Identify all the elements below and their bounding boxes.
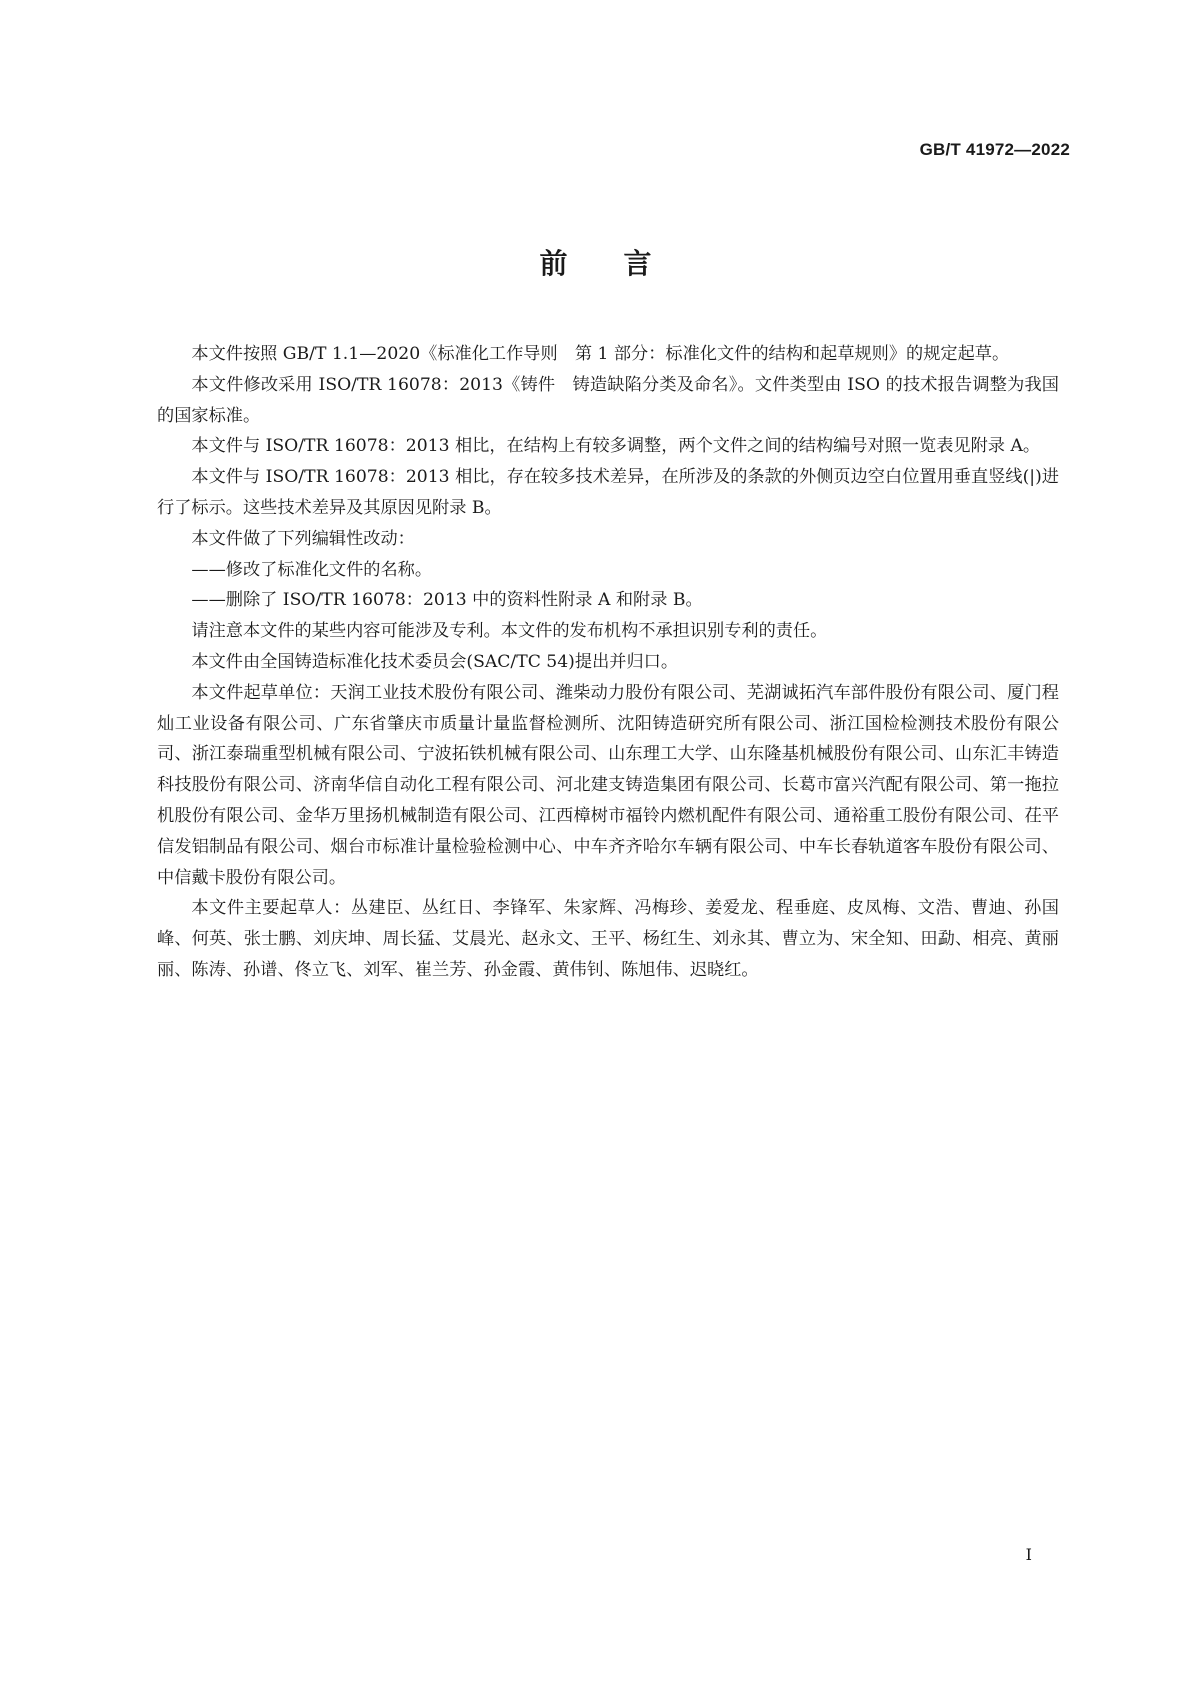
list-item-deleted-annexes: ——删除了 ISO/TR 16078：2013 中的资料性附录 A 和附录 B。 [191,590,703,611]
paragraph-drafting-rules: 本文件按照 GB/T 1.1—2020《标准化工作导则 第 1 部分：标准化文件的结构和起草规则》的规定起草。 [191,344,1010,364]
standard-code: GB/T 41972—2022 [919,140,1070,159]
paragraph-drafting-units: 本文件起草单位：天润工业技术股份有限公司、潍柴动力股份有限公司、芜湖诚拓汽车部件股份有限公司、厦门程灿工业设备有限公司、广东省肇庆市质量计量监督检测所、沈阳铸造研究所有限公司、浙江国检检测技术股份有限公司、浙江泰瑞重型机械有限公司、宁波拓铁机械有限公司、山东理工大学、山东隆基机械股份有限公司、山东汇丰铸造科技股份有限公司、济南华信自动化工程有限公司、河北建支铸造集团有限公司、长葛市富兴汽配有限公司、第一拖拉机股份有限公司、金华万里扬机械制造有限公司、江西樟树市福铃内燃机配件有限公司、通裕重工股份有限公司、茌平信发铝制品有限公司、烟台市标准计量检验检测中心、中车齐齐哈尔车辆有限公司、中车长春轨道客车股份有限公司、中信戴卡股份有限公司。 [157,682,1059,888]
list-item-renamed: ——修改了标准化文件的名称。 [191,559,433,580]
paragraph-committee: 本文件由全国铸造标准化技术委员会(SAC/TC 54)提出并归口。 [191,651,679,672]
preface-body [157,339,1059,986]
paragraph-drafters: 本文件主要起草人：丛建臣、丛红日、李锋军、朱家辉、冯梅珍、姜爱龙、程垂庭、皮凤梅、文浩、曹迪、孙国峰、何英、张士鹏、刘庆坤、周长猛、艾晨光、赵永文、王平、杨红生、刘永其、曹立为、宋全知、田勐、相亮、黄丽丽、陈涛、孙谱、佟立飞、刘军、崔兰芳、孙金霞、黄伟钊、陈旭伟、迟晓红。 [157,898,1059,980]
paragraph-patent-notice: 请注意本文件的某些内容可能涉及专利。本文件的发布机构不承担识别专利的责任。 [191,621,828,642]
page-number: I [1025,1545,1032,1564]
paragraph-editorial-changes: 本文件做了下列编辑性改动： [191,528,415,549]
paragraph-structure-changes: 本文件与 ISO/TR 16078：2013 相比，在结构上有较多调整，两个文件之间的结构编号对照一览表见附录 A。 [191,436,1041,457]
page-title: 前言 [539,247,708,280]
paragraph-technical-differences: 本文件与 ISO/TR 16078：2013 相比，存在较多技术差异，在所涉及的条款的外侧页边空白位置用垂直竖线(|)进行了标示。这些技术差异及其原因见附录 B。 [157,467,1059,518]
paragraph-adoption: 本文件修改采用 ISO/TR 16078：2013《铸件 铸造缺陷分类及命名》。文件类型由 ISO 的技术报告调整为我国的国家标准。 [157,374,1059,426]
